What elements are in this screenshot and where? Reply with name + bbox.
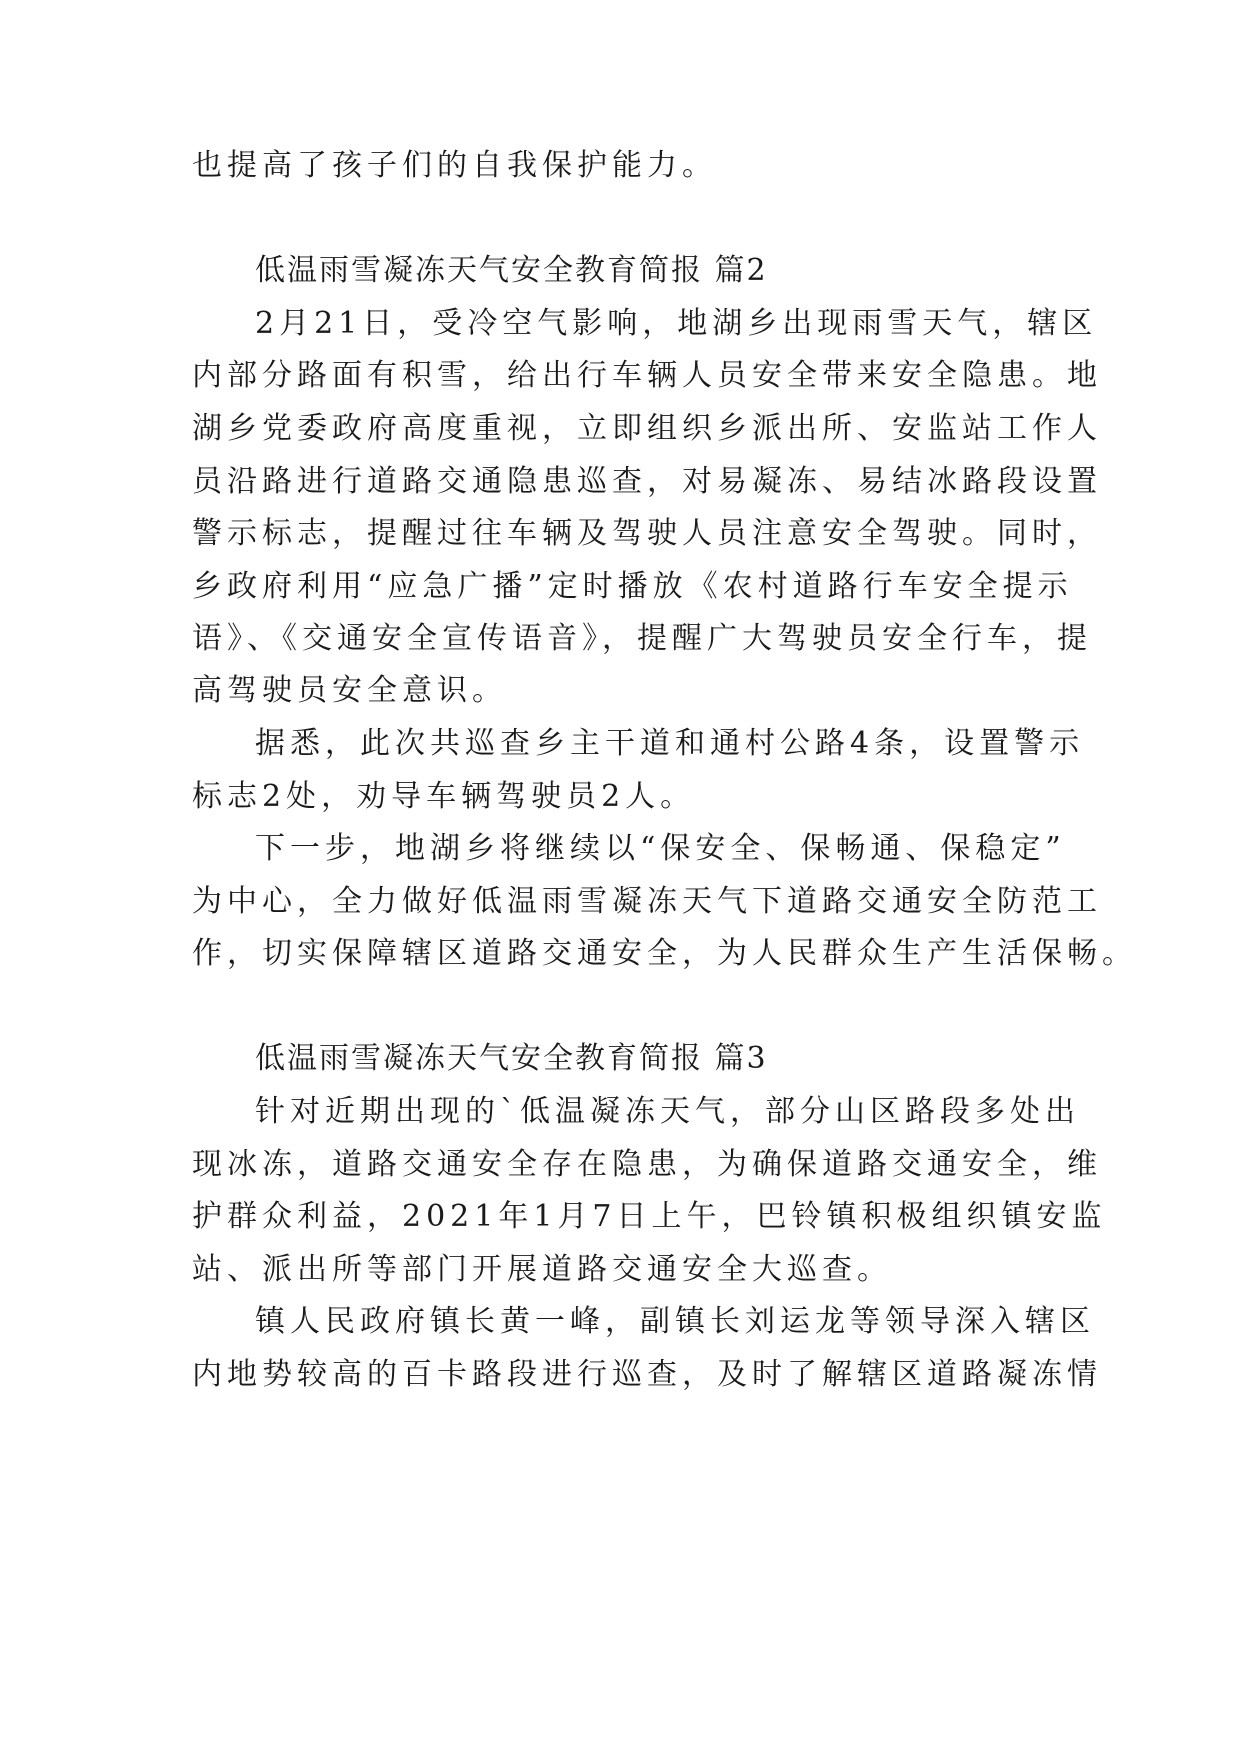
text-line: 也提高了孩子们的自我保护能力。 [192,148,717,183]
text-line: 标志2处，劝导车辆驾驶员2人。 [192,779,696,814]
text-line: 内部分路面有积雪，给出行车辆人员安全带来安全隐患。地 [192,358,1102,393]
text-line: 内地势较高的百卡路段进行巡查，及时了解辖区道路凝冻情 [192,1357,1102,1392]
text-line: 站、派出所等部门开展道路交通安全大巡查。 [192,1252,892,1287]
text-line: 现冰冻，道路交通安全存在隐患，为确保道路交通安全，维 [192,1147,1102,1182]
text-line: 2月21日，受冷空气影响，地湖乡出现雨雪天气，辖区 [255,306,1098,341]
text-line: 护群众利益，2021年1月7日上午，巴铃镇积极组织镇安监 [192,1199,1107,1234]
text-line: 语》、《交通安全宣传语音》，提醒广大驾驶员安全行车，提 [192,621,1092,656]
text-line: 作，切实保障辖区道路交通安全，为人民群众生产生活保畅。 [192,936,1137,971]
section-title: 低温雨雪凝冻天气安全教育简报 篇2 [255,253,768,288]
text-line: 乡政府利用“应急广播”定时播放《农村道路行车安全提示 [192,569,1073,604]
text-line: 警示标志，提醒过往车辆及驾驶人员注意安全驾驶。同时， [192,516,1102,551]
text-line: 为中心，全力做好低温雨雪凝冻天气下道路交通安全防范工 [192,884,1102,919]
text-line: 湖乡党委政府高度重视，立即组织乡派出所、安监站工作人 [192,411,1102,446]
text-line: 高驾驶员安全意识。 [192,673,507,708]
text-line: 下一步，地湖乡将继续以“保安全、保畅通、保稳定” [255,831,1066,866]
text-line: 针对近期出现的`低温凝冻天气，部分山区路段多处出 [255,1094,1080,1129]
text-line: 镇人民政府镇长黄一峰，副镇长刘运龙等领导深入辖区 [255,1304,1095,1339]
text-line: 据悉，此次共巡查乡主干道和通村公路4条，设置警示 [255,726,1085,761]
section-title: 低温雨雪凝冻天气安全教育简报 篇3 [255,1041,768,1076]
text-line: 员沿路进行道路交通隐患巡查，对易凝冻、易结冰路段设置 [192,464,1102,499]
